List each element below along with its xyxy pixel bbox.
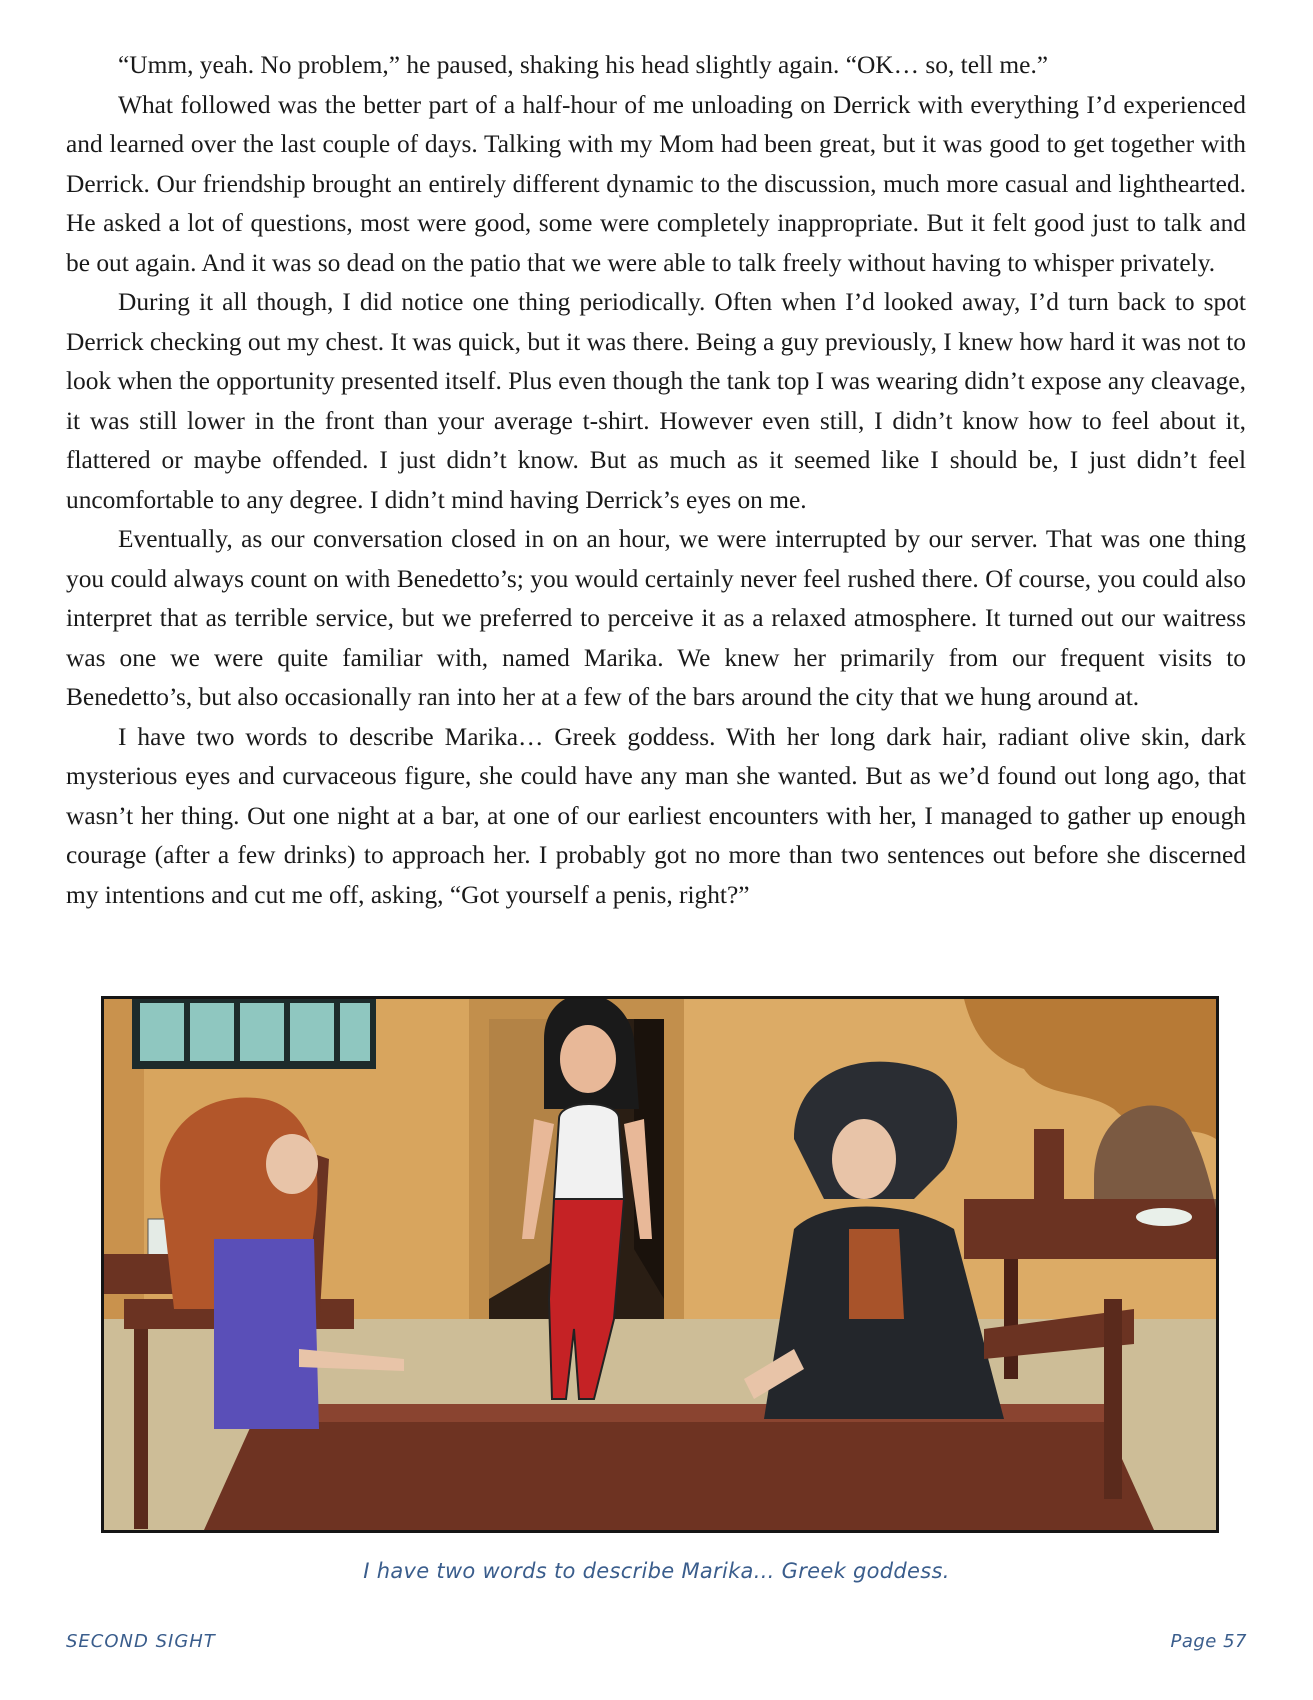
paragraph: What followed was the better part of a half-hour of me unloading on Derrick with everything I’d experienced and learned over the last couple of days. Talking with my Mom had been great, but it was good to get together with Derrick. Our friendship brought an entirely different dynamic to the discussion, much more casual and lighthearted. He asked a lot of questions, most were good, some were completely inappropriate. But it felt good just to talk and be out again. And it was so dead on the patio that we were able to talk freely without having to whisper privately.	[66, 90, 1246, 277]
illustration-scene	[104, 999, 1216, 1530]
back-table	[964, 1199, 1216, 1259]
paragraph: I have two words to describe Marika… Greek goddess. With her long dark hair, radiant olive skin, dark mysterious eyes and curvaceous figure, she could have any man she wanted. But as we’d found out long ago, that wasn’t her thing. Out one night at a bar, at one of our earliest encounters with her, I managed to gather up enough courage (after a few drinks) to approach her. I probably got no more than two sentences out before she discerned my intentions and cut me off, asking, “Got yourself a penis, right?”	[66, 722, 1246, 909]
book-title: SECOND SIGHT	[66, 1631, 216, 1652]
main-table	[204, 1419, 1154, 1530]
paragraph: Eventually, as our conversation closed in on an hour, we were interrupted by our server. That was one thing you could always count on with Benedetto’s; you would certainly never feel rushed there. Of course, you could also interpret that as terrible service, but we preferred to perceive it as a relaxed atmosphere. It turned out our waitress was one we were quite familiar with, named Marika. We knew her primarily from our frequent visits to Benedetto’s, but also occasionally ran into her at a few of the bars around the city that we hung around at.	[66, 525, 1246, 711]
paragraph: “Umm, yeah. No problem,” he paused, shaking his head slightly again. “OK… so, tell me.”	[118, 51, 1049, 79]
illustration-caption: I have two words to describe Marika... Greek goddess.	[363, 1559, 950, 1583]
back-chair	[1034, 1129, 1064, 1199]
window	[132, 999, 376, 1069]
plate	[1136, 1208, 1192, 1226]
comic-illustration	[101, 996, 1219, 1533]
body-text	[66, 46, 1246, 915]
page-number: Page 57	[1170, 1631, 1247, 1652]
paragraph: During it all though, I did notice one thing periodically. Often when I’d looked away, I’d turn back to spot Derrick checking out my chest. It was quick, but it was there. Being a guy previously, I knew how hard it was not to look when the opportunity presented itself. Plus even though the tank top I was wearing didn’t expose any cleavage, it was still lower in the front than your average t-shirt. However even still, I didn’t know how to feel about it, flattered or maybe offended. I just didn’t know. But as much as it seemed like I should be, I just didn’t feel uncomfortable to any degree. I didn’t mind having Derrick’s eyes on me.	[66, 288, 1246, 514]
